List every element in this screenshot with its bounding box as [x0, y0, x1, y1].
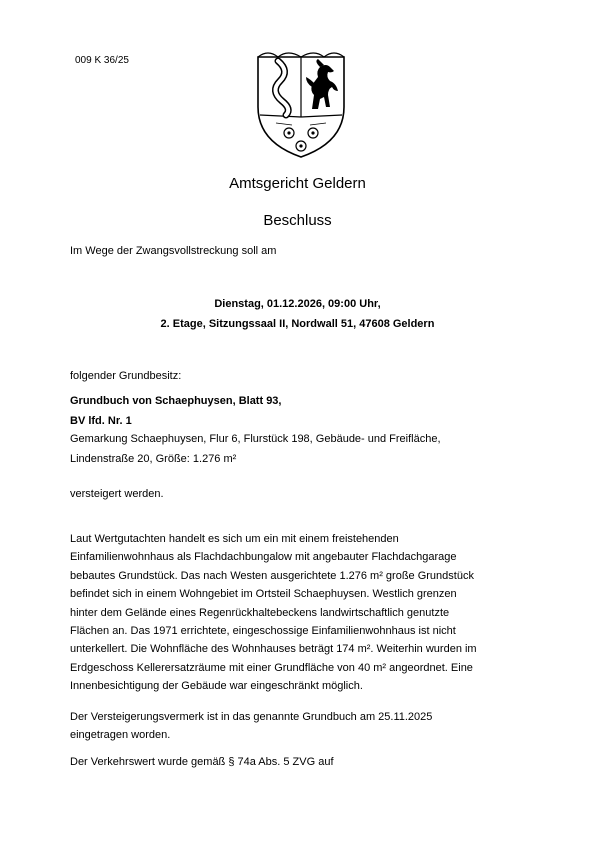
paragraph-line: Erdgeschoss Kellerersatzräume mit einer Grundfläche von 40 m² angeordnet. Eine [70, 661, 473, 674]
paragraph-line: bebautes Grundstück. Das nach Westen ausgerichtete 1.276 m² große Grundstück [70, 569, 474, 582]
paragraph-line: unterkellert. Die Wohnfläche des Wohnhauses beträgt 174 m². Weiterhin wurden im [70, 643, 477, 656]
paragraph-line: Der Verkehrswert wurde gemäß § 74a Abs. 5 ZVG auf [70, 756, 334, 768]
property-label: folgender Grundbesitz: [70, 370, 182, 382]
paragraph-line: Innenbesichtigung der Gebäude war eingeschränkt möglich. [70, 680, 363, 693]
paragraph-line: Flächen an. Das 1971 errichtete, eingeschossige Einfamilienwohnhaus ist nicht [70, 625, 456, 638]
document-title: Beschluss [263, 212, 332, 229]
court-name: Amtsgericht Geldern [229, 175, 366, 192]
paragraph-line: Einfamilienwohnhaus als Flachdachbungalow mit angebauter Flachdachgarage [70, 551, 457, 564]
paragraph-line: eingetragen worden. [70, 729, 171, 742]
property-address-line: Lindenstraße 20, Größe: 1.276 m² [70, 453, 237, 465]
paragraph-line: befindet sich in einem Wohngebiet im Ortsteil Schaephuysen. Westlich grenzen [70, 588, 457, 601]
intro-text: Im Wege der Zwangsvollstreckung soll am [70, 245, 277, 257]
market-value-paragraph [70, 753, 530, 771]
auction-phrase: versteigert werden. [70, 488, 164, 500]
land-register-entry: Grundbuch von Schaephuysen, Blatt 93, [70, 395, 282, 407]
registration-paragraph [70, 708, 530, 745]
file-number: 009 K 36/25 [75, 55, 129, 66]
nrw-coat-of-arms-icon [256, 47, 346, 159]
property-item-number: BV lfd. Nr. 1 [70, 415, 132, 427]
paragraph-line: Laut Wertgutachten handelt es sich um ein mit einem freistehenden [70, 533, 399, 545]
paragraph-line: Der Versteigerungsvermerk ist in das genannte Grundbuch am 25.11.2025 [70, 711, 433, 723]
appointment-location: 2. Etage, Sitzungssaal II, Nordwall 51, 47608 Geldern [160, 318, 435, 330]
property-details-line: Gemarkung Schaephuysen, Flur 6, Flurstück 198, Gebäude- und Freifläche, [70, 433, 441, 445]
paragraph-line: hinter dem Gelände eines Regenrückhaltebeckens landwirtschaftlich genutzte [70, 606, 450, 619]
appointment-date-time: Dienstag, 01.12.2026, 09:00 Uhr, [214, 298, 381, 310]
valuation-paragraph [70, 530, 530, 696]
